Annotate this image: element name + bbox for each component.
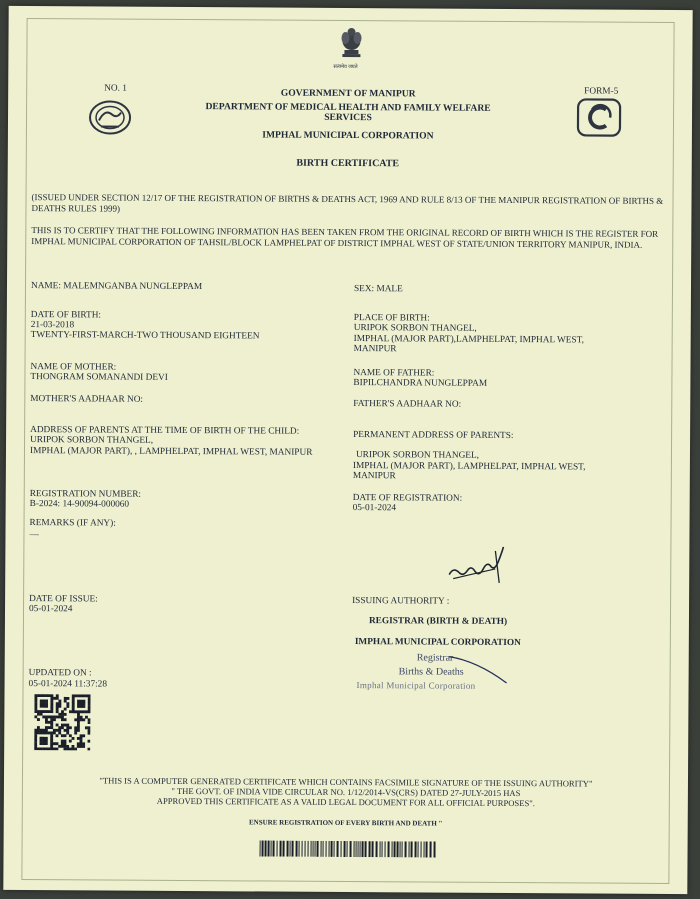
father-aadhaar: FATHER'S AADHAAR NO: <box>353 399 462 410</box>
father-value: BIPILCHANDRA NUNGLEPPAM <box>353 378 488 389</box>
facsimile-signature <box>445 545 507 587</box>
address-line2: IMPHAL (MAJOR PART), , LAMPHELPAT, IMPHAL WEST, MANIPUR <box>29 446 313 458</box>
registration-number-label: REGISTRATION NUMBER: <box>29 489 142 500</box>
mother-aadhaar: MOTHER'S AADHAAR NO: <box>30 394 144 405</box>
dob-value: 21-03-2018 <box>30 320 75 331</box>
certify-text: THIS IS TO CERTIFY THAT THE FOLLOWING INFORMATION HAS BEEN TAKEN FROM THE ORIGINAL RECORD OF BIRTH WHICH IS THE REGISTER FOR IMPHAL MUNICIPAL CORPORATION OF TAHSIL/BLOCK LAMPHELPAT OF DISTRICT IMPHAL WEST OF STATE/UNION TERRITORY MANIPUR, INDIA. <box>31 225 659 250</box>
pob-line1: URIPOK SORBON THANGEL, <box>353 323 477 334</box>
registration-date-label: DATE OF REGISTRATION: <box>352 493 463 504</box>
registrar-stamp <box>356 652 526 699</box>
manipur-seal-icon <box>87 98 133 136</box>
government-title: GOVERNMENT OF MANIPUR <box>280 87 416 100</box>
qr-code <box>34 694 90 750</box>
department-title: DEPARTMENT OF MEDICAL HEALTH AND FAMILY WELFARE <box>205 101 491 114</box>
updated-value: 05-01-2024 11:37:28 <box>28 679 108 690</box>
remarks-value: — <box>29 530 39 541</box>
authority-corporation: IMPHAL MUNICIPAL CORPORATION <box>354 637 521 649</box>
permanent-address-line3: MANIPUR <box>352 471 396 482</box>
permanent-address-line2: IMPHAL (MAJOR PART), LAMPHELPAT, IMPHAL WEST, <box>352 461 586 473</box>
corporation-title: IMPHAL MUNICIPAL CORPORATION <box>262 129 434 142</box>
pob-line3: MANIPUR <box>353 344 397 355</box>
child-sex: SEX: MALE <box>353 284 403 295</box>
registration-number-value: B-2024: 14-90094-000060 <box>29 499 130 510</box>
permanent-address-line1: URIPOK SORBON THANGEL, <box>355 450 480 461</box>
father-label: NAME OF FATHER: <box>353 368 435 379</box>
form-number-right: FORM-5 <box>584 86 619 97</box>
footer-line1: "THIS IS A COMPUTER GENERATED CERTIFICATE WHICH CONTAINS FACSIMILE SIGNATURE OF THE ISSUING AUTHORITY" <box>99 775 593 789</box>
stamp-line1: Registrar <box>416 652 454 664</box>
stamp-line3: Imphal Municipal Corporation <box>356 680 476 691</box>
footer-line3: APPROVED THIS CERTIFICATE AS A VALID LEGAL DOCUMENT FOR ALL OFFICIAL PURPOSES". <box>156 795 535 809</box>
dob-words: TWENTY-FIRST-MARCH-TWO THOUSAND EIGHTEEN <box>30 330 260 342</box>
footer-line2: " THE GOVT. OF INDIA VIDE CIRCULAR NO. 1/12/2014-VS(CRS) DATED 27-JULY-2015 HAS <box>171 785 521 799</box>
remarks-label: REMARKS (IF ANY): <box>29 518 116 529</box>
registration-date-value: 05-01-2024 <box>352 503 397 514</box>
updated-label: UPDATED ON : <box>28 668 92 679</box>
emblem-caption: सत्यमेव जयते <box>333 64 358 71</box>
department-title-cont: SERVICES <box>324 111 372 124</box>
permanent-address-label: PERMANENT ADDRESS OF PARENTS: <box>353 430 514 442</box>
ensure-registration: ENSURE REGISTRATION OF EVERY BIRTH AND DEATH " <box>248 818 443 828</box>
child-name: NAME: MALEMNGANBA NUNGLEPPAM <box>30 281 203 293</box>
crs-logo-icon <box>576 97 622 137</box>
mother-label: NAME OF MOTHER: <box>30 362 117 373</box>
national-emblem <box>336 26 366 62</box>
barcode <box>260 840 436 857</box>
issued-under-text: (ISSUED UNDER SECTION 12/17 OF THE REGISTRATION OF BIRTHS & DEATHS ACT, 1969 AND RULE 8/13 OF THE MANIPUR REGISTRATION OF BIRTHS & DEATHS RULES 1999) <box>31 192 664 214</box>
pob-label: PLACE OF BIRTH: <box>353 313 430 324</box>
registrar-title: REGISTRAR (BIRTH & DEATH) <box>368 616 508 627</box>
issuing-authority-label: ISSUING AUTHORITY : <box>352 596 450 607</box>
stamp-line2: Births & Deaths <box>398 666 464 678</box>
form-number-left: NO. 1 <box>104 83 127 94</box>
certificate-title: BIRTH CERTIFICATE <box>296 157 400 170</box>
address-label: ADDRESS OF PARENTS AT THE TIME OF BIRTH OF THE CHILD: <box>30 425 300 437</box>
pob-line2: IMPHAL (MAJOR PART),LAMPHELPAT, IMPHAL WEST, <box>353 334 584 346</box>
mother-value: THONGRAM SOMANANDI DEVI <box>30 372 168 383</box>
issue-date-label: DATE OF ISSUE: <box>29 594 98 605</box>
certificate-sheet <box>3 6 692 894</box>
address-line1: URIPOK SORBON THANGEL, <box>30 435 154 446</box>
dob-label: DATE OF BIRTH: <box>30 310 102 321</box>
issue-date-value: 05-01-2024 <box>28 604 73 615</box>
